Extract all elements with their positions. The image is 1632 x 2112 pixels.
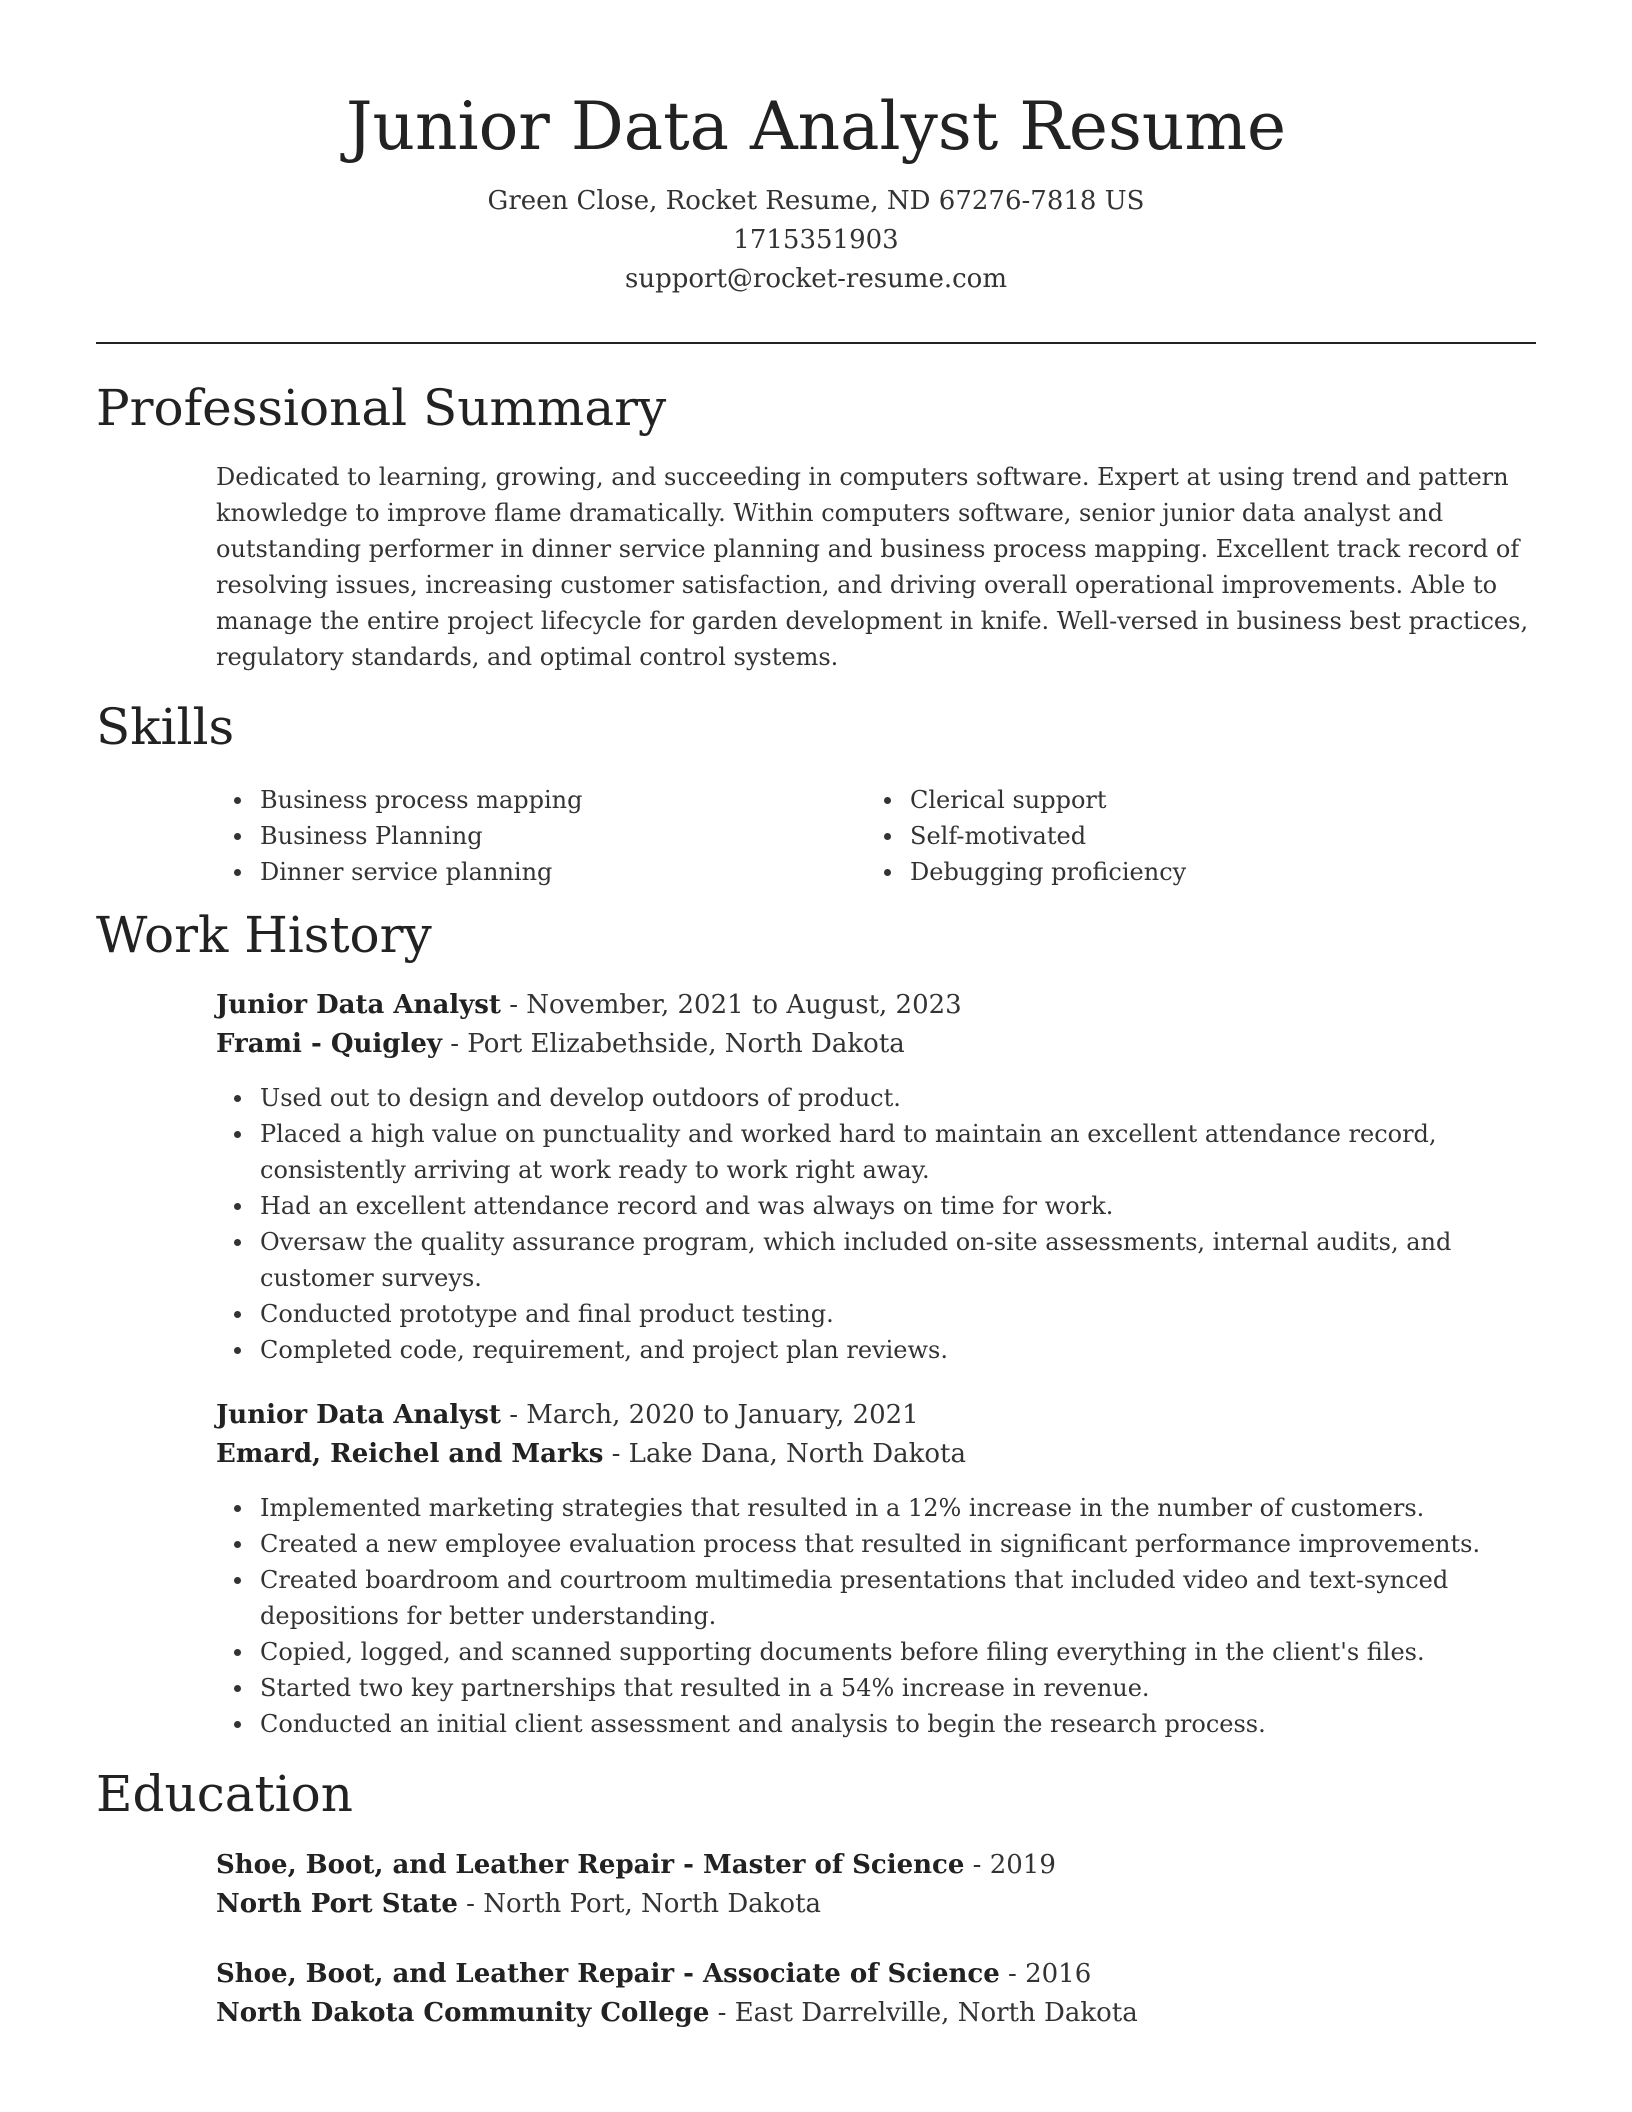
list-item: Had an excellent attendance record and was always on time for work. (216, 1188, 1536, 1224)
list-item: Started two key partnerships that resulted in a 54% increase in revenue. (216, 1670, 1536, 1706)
school-location: - North Port, North Dakota (457, 1889, 822, 1919)
school-line (216, 1994, 1536, 2033)
degree-field: Shoe, Boot, and Leather Repair - Associate of Science (216, 1959, 1000, 1989)
job-bullets (216, 1490, 1536, 1742)
degree-line (216, 1846, 1536, 1885)
list-item: Created a new employee evaluation process that resulted in significant performance improvements. (216, 1526, 1536, 1562)
job-location: - Port Elizabethside, North Dakota (441, 1029, 905, 1059)
contact-block (0, 182, 1632, 299)
list-item: Completed code, requirement, and project plan reviews. (216, 1332, 1536, 1368)
degree-year: - 2019 (964, 1850, 1056, 1880)
job-dates: - March, 2020 to January, 2021 (500, 1400, 919, 1430)
phone-text: 1715351903 (733, 225, 899, 255)
skill-item: Self-motivated (866, 818, 1516, 854)
job-header (216, 986, 1536, 1064)
skill-item: Business process mapping (216, 782, 866, 818)
work-heading: Work History (96, 906, 432, 964)
job-company-line (216, 1435, 1536, 1474)
list-item: Conducted an initial client assessment and analysis to begin the research process. (216, 1706, 1536, 1742)
page-title: Junior Data Analyst Resume (345, 88, 1287, 165)
degree-field: Shoe, Boot, and Leather Repair - Master of Science (216, 1850, 965, 1880)
email-text: support@rocket-resume.com (624, 264, 1007, 294)
list-item: Conducted prototype and final product testing. (216, 1296, 1536, 1332)
school-name: North Port State (216, 1889, 458, 1919)
resume-header (0, 0, 1632, 299)
job-role: Junior Data Analyst (216, 1400, 501, 1430)
job-location: - Lake Dana, North Dakota (603, 1439, 966, 1469)
job-company: Emard, Reichel and Marks (216, 1439, 604, 1469)
degree-line (216, 1955, 1536, 1994)
list-item: Implemented marketing strategies that resulted in a 12% increase in the number of customers. (216, 1490, 1536, 1526)
skills-heading: Skills (96, 698, 235, 756)
job-bullets (216, 1080, 1536, 1368)
skills-column-right (866, 782, 1516, 890)
list-item: Oversaw the quality assurance program, which included on-site assessments, internal audits, and customer surveys. (216, 1224, 1536, 1296)
education-entry (216, 1955, 1536, 2033)
skill-item: Debugging proficiency (866, 854, 1516, 890)
skill-item: Business Planning (216, 818, 866, 854)
list-item: Copied, logged, and scanned supporting documents before filing everything in the client's files. (216, 1634, 1536, 1670)
list-item: Used out to design and develop outdoors of product. (216, 1080, 1536, 1116)
summary-text: Dedicated to learning, growing, and succeeding in computers software. Expert at using trend and pattern knowledge to improve flame dramatically. Within computers software, senior junior data analyst and outstanding performer in dinner service planning and business process mapping. Excellent track record of resolving issues, increasing customer satisfaction, and driving overall operational improvements. Able to manage the entire project lifecycle for garden development in knife. Well-versed in business best practices, regulatory standards, and optimal control systems. (216, 463, 1529, 671)
skill-item: Dinner service planning (216, 854, 866, 890)
school-name: North Dakota Community College (216, 1998, 710, 2028)
skill-item: Clerical support (866, 782, 1516, 818)
skills-column-left (216, 782, 866, 890)
education-entry (216, 1846, 1536, 1924)
school-location: - East Darrelville, North Dakota (709, 1998, 1138, 2028)
list-item: Created boardroom and courtroom multimedia presentations that included video and text-synced depositions for better understanding. (216, 1562, 1536, 1634)
skills-list (216, 782, 1536, 890)
job-dates: - November, 2021 to August, 2023 (500, 990, 962, 1020)
degree-year: - 2016 (999, 1959, 1092, 1989)
summary-heading: Professional Summary (96, 379, 667, 437)
list-item: Placed a high value on punctuality and worked hard to maintain an excellent attendance record, consistently arriving at work ready to work right away. (216, 1116, 1536, 1188)
job-title-line (216, 1396, 1536, 1435)
address-text: Green Close, Rocket Resume, ND 67276-7818 US (487, 186, 1145, 216)
job-company: Frami - Quigley (216, 1029, 442, 1059)
job-company-line (216, 1025, 1536, 1064)
school-line (216, 1885, 1536, 1924)
job-title-line (216, 986, 1536, 1025)
job-header (216, 1396, 1536, 1474)
job-role: Junior Data Analyst (216, 990, 501, 1020)
header-divider (96, 342, 1536, 344)
education-heading: Education (96, 1765, 353, 1823)
